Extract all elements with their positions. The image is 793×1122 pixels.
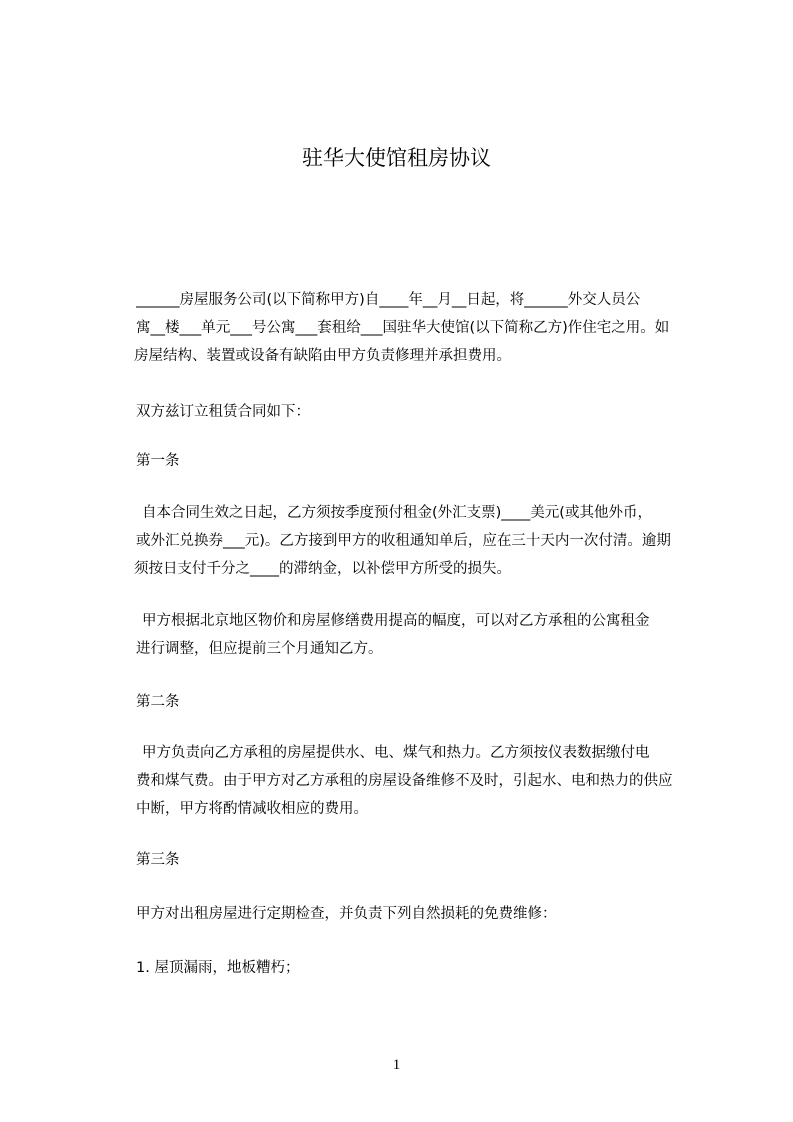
article-heading-1 — [136, 447, 706, 475]
list-item-maintenance-1 — [136, 954, 706, 982]
page-number: 1 — [392, 1057, 401, 1073]
paragraph-rent-adjustment — [136, 607, 706, 663]
text-line: 须按日支付千分之____的滞纳金，以补偿甲方所受的损失。 — [134, 561, 511, 577]
text-line: 甲方负责向乙方承租的房屋提供水、电、煤气和热力。乙方须按仪表数据缴付电 — [142, 745, 650, 761]
heading-text: 第二条 — [136, 694, 180, 710]
document-title: 驻华大使馆租房协议 — [302, 146, 491, 170]
paragraph-preamble — [136, 286, 706, 370]
text-line: 中断，甲方将酌情减收相应的费用。 — [136, 801, 368, 817]
paragraph-maintenance — [136, 900, 706, 928]
text-line: 或外汇兑换券___元)。乙方接到甲方的收租通知单后，应在三十天内一次付清。逾期 — [136, 533, 671, 549]
text-line: 进行调整，但应提前三个月通知乙方。 — [136, 641, 383, 657]
heading-text: 第三条 — [136, 852, 180, 868]
text-line: 费和煤气费。由于甲方对乙方承租的房屋设备维修不及时，引起水、电和热力的供应 — [136, 773, 673, 789]
text-line: 1. 屋顶漏雨，地板糟朽； — [136, 960, 300, 976]
text-line: 房屋结构、装置或设备有缺陷由甲方负责修理并承担费用。 — [134, 348, 511, 364]
paragraph-rent-payment — [136, 499, 706, 583]
text-line: 双方兹订立租赁合同如下： — [136, 404, 310, 420]
article-heading-2 — [136, 688, 706, 716]
text-line: 甲方对出租房屋进行定期检查，并负责下列自然损耗的免费维修： — [136, 906, 557, 922]
paragraph-utilities — [136, 739, 706, 823]
text-line: 甲方根据北京地区物价和房屋修缮费用提高的幅度，可以对乙方承租的公寓租金 — [142, 613, 650, 629]
article-heading-3 — [136, 846, 706, 874]
text-line: 寓__楼___单元___号公寓___套租给___国驻华大使馆(以下简称乙方)作住宅之用。如 — [136, 320, 670, 336]
heading-text: 第一条 — [136, 453, 180, 469]
text-line: 自本合同生效之日起，乙方须按季度预付租金(外汇支票)____美元(或其他外币， — [142, 505, 652, 521]
paragraph-intro — [136, 398, 706, 426]
text-line: ______房屋服务公司(以下简称甲方)自____年__月__日起，将______外交人员公 — [136, 292, 641, 308]
